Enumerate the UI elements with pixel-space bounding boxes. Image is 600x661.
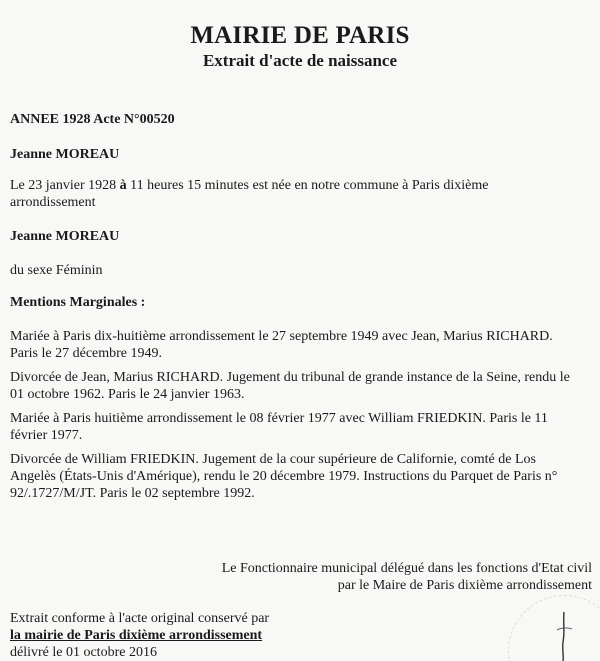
- sex-statement: du sexe Féminin: [10, 263, 103, 278]
- mention-line: Mariée à Paris dix-huitième arrondissement le 27 septembre 1949 avec Jean, Marius RICHARD.: [10, 329, 553, 344]
- mention-line: Mariée à Paris huitième arrondissement le 08 février 1977 avec William FRIEDKIN. Paris le 11: [10, 411, 548, 426]
- marginal-mentions-heading: Mentions Marginales :: [10, 295, 146, 310]
- mention-line: Angelès (États-Unis d'Amérique), rendu le 20 décembre 1979. Instructions du Parquet de Paris n°: [10, 469, 558, 484]
- mention-line: février 1977.: [10, 428, 83, 443]
- officer-title-line-1: Le Fonctionnaire municipal délégué dans les fonctions d'Etat civil: [221, 561, 592, 576]
- mention-line: 92/.1727/M/JT. Paris le 02 septembre 1992.: [10, 486, 255, 501]
- mention-line: Divorcée de William FRIEDKIN. Jugement de la cour supérieure de Californie, comté de Los: [10, 452, 536, 467]
- birth-statement-line-2: arrondissement: [10, 195, 96, 210]
- issue-date: délivré le 01 octobre 2016: [10, 645, 157, 660]
- birth-statement-line-1: [10, 177, 488, 194]
- birth-text-after: 11 heures 15 minutes est née en notre commune à Paris dixième: [126, 178, 489, 193]
- document-title: MAIRIE DE PARIS: [190, 22, 410, 49]
- birth-text-bold: à: [119, 178, 127, 193]
- mention-line: Paris le 27 décembre 1949.: [10, 346, 163, 361]
- conformity-statement: Extrait conforme à l'acte original conservé par: [10, 611, 270, 626]
- birth-text-before: Le 23 janvier 1928: [10, 178, 120, 193]
- mention-line: 01 octobre 1962. Paris le 24 janvier 1963.: [10, 387, 245, 402]
- issuing-office: la mairie de Paris dixième arrondissement: [10, 628, 263, 643]
- document-subtitle: Extrait d'acte de naissance: [202, 51, 398, 70]
- signature: [548, 610, 578, 661]
- person-name: Jeanne MOREAU: [10, 229, 120, 244]
- act-year-number: ANNEE 1928 Acte N°00520: [10, 112, 175, 127]
- officer-title-line-2: par le Maire de Paris dixième arrondissement: [337, 578, 592, 593]
- person-name-heading: Jeanne MOREAU: [10, 147, 120, 162]
- mention-line: Divorcée de Jean, Marius RICHARD. Jugement du tribunal de grande instance de la Seine, rendu le: [10, 370, 570, 385]
